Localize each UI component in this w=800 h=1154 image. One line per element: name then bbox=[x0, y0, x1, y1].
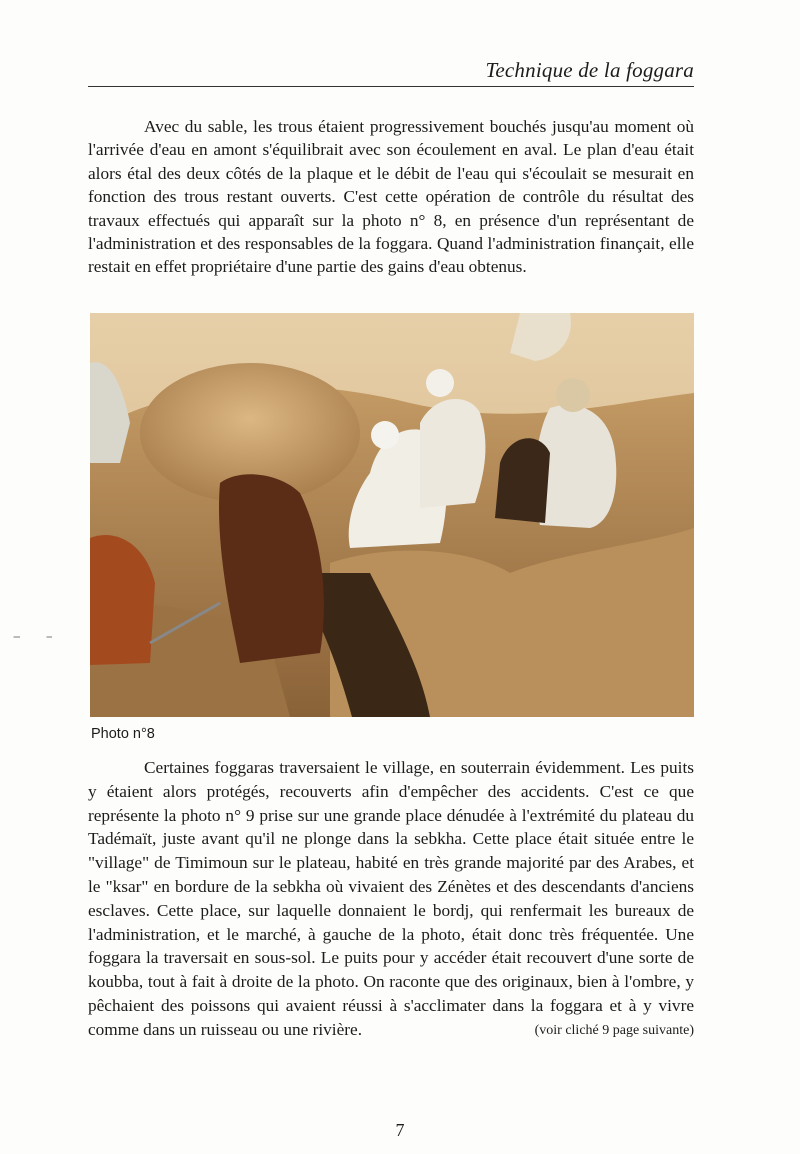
margin-mark bbox=[8, 636, 63, 638]
photo-reference-note: (voir cliché 9 page suivante) bbox=[534, 1022, 694, 1038]
photo-8 bbox=[90, 313, 694, 717]
header-title: Technique de la foggara bbox=[485, 58, 694, 82]
running-header bbox=[88, 58, 694, 87]
photo-caption: Photo n°8 bbox=[91, 726, 155, 742]
paragraph-2 bbox=[88, 756, 694, 1043]
page-number: 7 bbox=[395, 1120, 405, 1140]
paragraph-1: Avec du sable, les trous étaient progressivement bouchés jusqu'au moment où l'arrivée d'eau en amont s'équilibrait avec son écoulement en aval. Le plan d'eau était alors étal des deux côtés de la plaque et le débit de l'eau qui s'écoulait se mesurait en fonction des trous restant ouverts. C'est cette opération de contrôle du résultat des travaux effectués qui apparaît sur la photo n° 8, en présence d'un représentant de l'administration et des responsables de la foggara. Quand l'administration finançait, elle restait en effet propriétaire d'une partie des gains d'eau obtenus. bbox=[88, 117, 694, 277]
paragraph-2-text: Certaines foggaras traversaient le village, en souterrain évidemment. Les puits y étaient alors protégés, recouverts afin d'empêcher des accidents. C'est ce que représente la photo n° 9 prise sur une grande place dénudée à l'extrémité du plateau du Tadémaït, juste avant qu'il ne plonge dans la sebkha. Cette place était située entre le "village" de Timimoun sur le plateau, habité en très grande majorité par des Arabes, et le "ksar" en bordure de la sebkha où vivaient des Zénètes et des descendants d'anciens esclaves. Cette place, sur laquelle donnaient le bordj, qui renfermait les bureaux de l'administration, et le marché, à gauche de la photo, était donc très fréquentée. Une foggara la traversait en sous-sol. Le puits pour y accéder était recouvert d'une sorte de koubba, tout à fait à droite de la photo. On raconte que des originaux, bien à l'ombre, y pêchaient des poissons qui avaient réussi à s'acclimater dans la foggara et à y vivre comme dans un ruisseau ou une rivière. bbox=[88, 758, 694, 1039]
